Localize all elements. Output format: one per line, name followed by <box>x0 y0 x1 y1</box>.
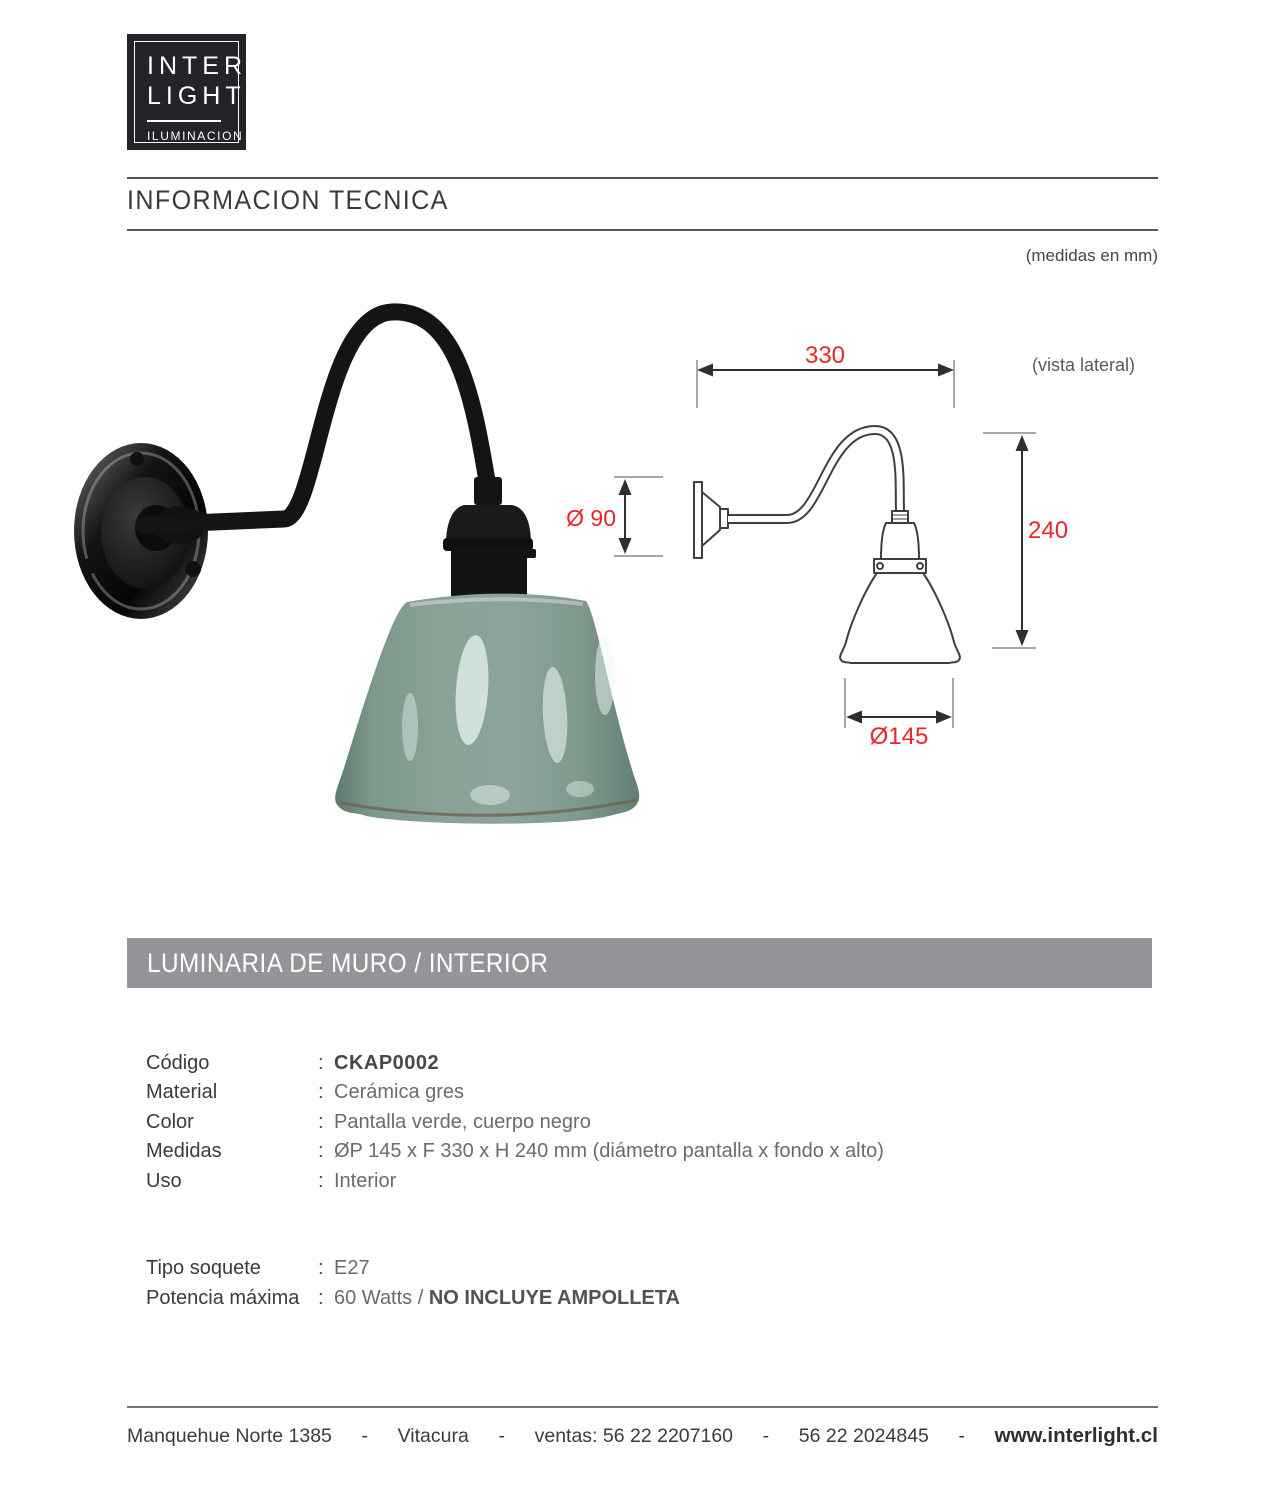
dimension-plate-diameter-label: Ø 90 <box>566 505 616 531</box>
footer-rule <box>127 1406 1158 1408</box>
spec-label-potencia: Potencia máxima <box>146 1287 300 1309</box>
screw-left <box>82 558 98 574</box>
interlight-logo <box>127 34 246 150</box>
logo-divider <box>147 120 221 122</box>
spec-table <box>146 1049 1126 1196</box>
logo-line1: INTER <box>147 52 247 80</box>
spec-label-soquete: Tipo soquete <box>146 1257 261 1279</box>
spec-value-potencia-watts: 60 Watts / <box>334 1287 429 1309</box>
spec-separator: : <box>318 1257 324 1279</box>
spec-value-material: Cerámica gres <box>334 1081 465 1104</box>
spec-label-color: Color <box>146 1110 194 1133</box>
footer-separator: - <box>498 1425 505 1447</box>
spec-label-material: Material <box>146 1081 218 1104</box>
logo-inner-frame <box>134 41 247 143</box>
spec-separator: : <box>318 1052 324 1074</box>
footer-website-link[interactable]: www.interlight.cl <box>994 1424 1158 1447</box>
spec-value-codigo: CKAP0002 <box>334 1052 440 1074</box>
spec-table-electrical <box>146 1253 1126 1313</box>
wall-plate-drawing <box>694 482 702 558</box>
spec-separator: : <box>318 1169 324 1192</box>
section-banner <box>127 938 1152 988</box>
gooseneck-arm-drawing <box>728 430 900 519</box>
header-rule-bottom <box>127 229 1158 231</box>
threaded-nipple-drawing <box>892 511 908 523</box>
page-title: INFORMACION TECNICA <box>127 185 449 215</box>
spec-separator: : <box>318 1140 324 1163</box>
dimension-depth-label: 330 <box>804 342 846 369</box>
spec-value-medidas: ØP 145 x F 330 x H 240 mm (diámetro pantalla x fondo x alto) <box>334 1140 884 1163</box>
spec-value-uso: Interior <box>334 1169 397 1192</box>
footer-city: Vitacura <box>397 1425 469 1447</box>
socket-drawing <box>881 523 919 559</box>
dimension-shade-diameter-label: Ø145 <box>869 723 929 750</box>
footer-separator: - <box>958 1425 966 1447</box>
shade-drawing <box>840 573 960 663</box>
footer-separator: - <box>762 1425 770 1447</box>
spec-separator: : <box>318 1110 324 1133</box>
header-rule-top <box>127 177 1158 179</box>
dimension-plate-diameter <box>566 479 631 554</box>
spec-separator: : <box>318 1287 324 1309</box>
spec-value-soquete: E27 <box>334 1257 370 1279</box>
technical-drawing <box>550 330 1070 750</box>
dimension-height-label: 240 <box>1028 517 1069 544</box>
screw-top <box>130 452 144 466</box>
units-note: (medidas en mm) <box>1025 246 1158 265</box>
dimension-shade-diameter <box>846 711 952 751</box>
logo-line2: LIGHT <box>147 81 246 110</box>
extension-lines <box>614 360 1036 728</box>
spec-label-codigo: Código <box>146 1052 210 1074</box>
logo-subtitle: ILUMINACION <box>147 128 244 143</box>
spec-label-uso: Uso <box>146 1169 182 1192</box>
lamp-outline <box>694 430 960 663</box>
footer <box>127 1424 1158 1448</box>
spec-value-potencia <box>334 1283 1126 1313</box>
side-view-label: (vista lateral) <box>1032 355 1136 375</box>
dimension-depth <box>697 342 954 377</box>
section-banner-label: LUMINARIA DE MURO / INTERIOR <box>147 948 549 978</box>
dimension-height <box>1016 435 1069 646</box>
footer-separator: - <box>361 1425 369 1447</box>
spec-value-color: Pantalla verde, cuerpo negro <box>334 1110 591 1133</box>
footer-sales-phone: ventas: 56 22 2207160 <box>534 1425 734 1447</box>
footer-address: Manquehue Norte 1385 <box>127 1425 332 1447</box>
screw-right <box>185 561 201 577</box>
spec-label-medidas: Medidas <box>146 1140 222 1163</box>
lamp-socket-photo <box>443 477 536 603</box>
footer-phone2: 56 22 2024845 <box>798 1425 929 1447</box>
spec-value-potencia-note: NO INCLUYE AMPOLLETA <box>428 1287 680 1309</box>
spec-separator: : <box>318 1081 324 1104</box>
